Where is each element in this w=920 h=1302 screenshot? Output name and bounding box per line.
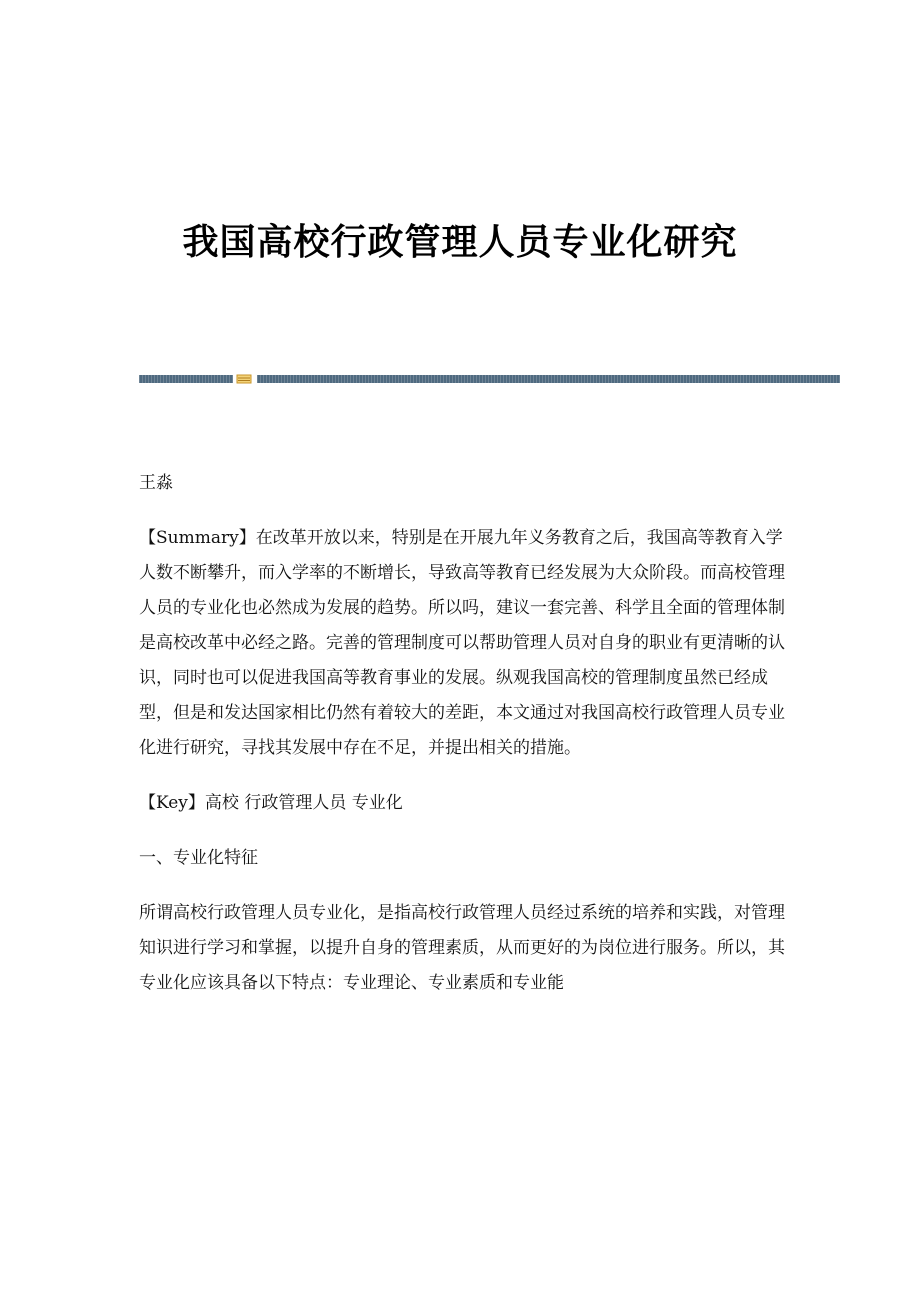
abstract-label: 【Summary】 bbox=[139, 528, 256, 548]
author-name: 王淼 bbox=[139, 473, 173, 493]
document-body bbox=[139, 466, 789, 1001]
title-divider bbox=[139, 374, 840, 384]
divider-ornament-icon bbox=[236, 374, 252, 384]
section-heading: 一、专业化特征 bbox=[139, 848, 258, 868]
divider-bar-right bbox=[257, 375, 840, 383]
keywords-line bbox=[139, 786, 789, 821]
keywords-label: 【Key】 bbox=[139, 793, 205, 813]
abstract-paragraph bbox=[139, 521, 789, 766]
abstract-text: 在改革开放以来，特别是在开展九年义务教育之后，我国高等教育入学人数不断攀升，而入学率的不断增长，导致高等教育已经发展为大众阶段。而高校管理人员的专业化也必然成为发展的趋势。所以吗，建议一套完善、科学且全面的管理体制是高校改革中必经之路。完善的管理制度可以帮助管理人员对自身的职业有更清晰的认识，同时也可以促进我国高等教育事业的发展。纵观我国高校的管理制度虽然已经成型，但是和发达国家相比仍然有着较大的差距，本文通过对我国高校行政管理人员专业化进行研究，寻找其发展中存在不足，并提出相关的措施。 bbox=[139, 528, 785, 758]
divider-bar-left bbox=[139, 375, 233, 383]
document-title: 我国高校行政管理人员专业化研究 bbox=[182, 221, 738, 263]
keywords-text: 高校 行政管理人员 专业化 bbox=[204, 793, 403, 813]
section-paragraph: 所谓高校行政管理人员专业化，是指高校行政管理人员经过系统的培养和实践，对管理知识进行学习和掌握，以提升自身的管理素质，从而更好的为岗位进行服务。所以，其专业化应该具备以下特点：专业理论、专业素质和专业能 bbox=[139, 903, 785, 993]
